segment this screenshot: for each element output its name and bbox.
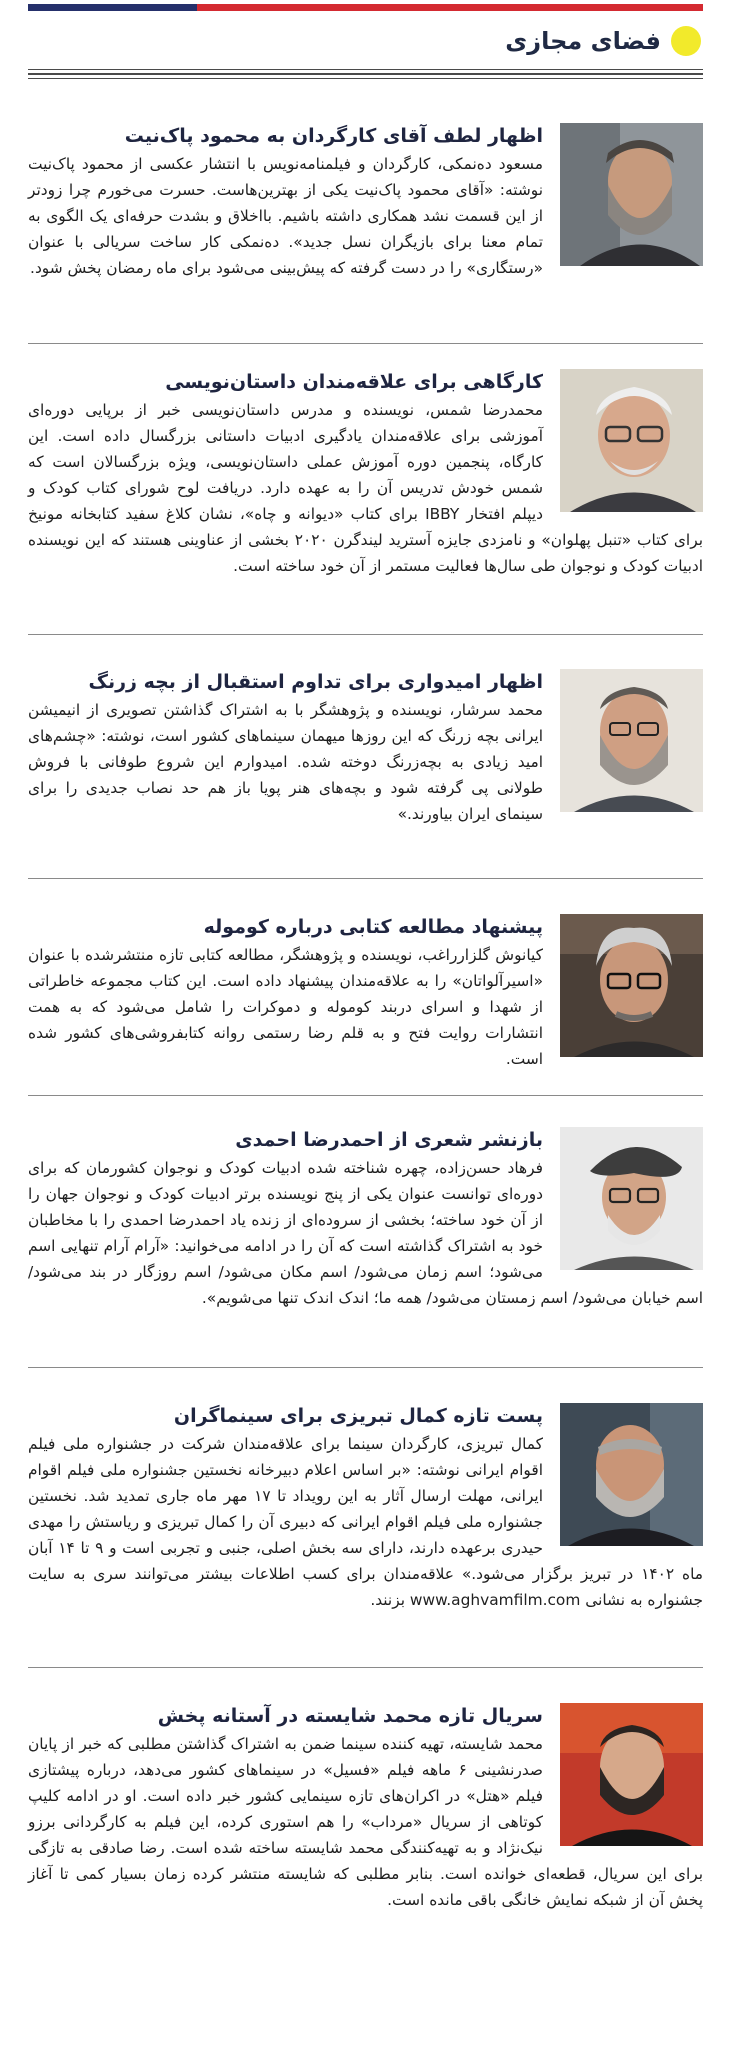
article-separator xyxy=(28,1095,703,1096)
article-body: کمال تبریزی، کارگردان سینما برای علاقه‌مندان شرکت در جشنواره ملی فیلم اقوام ایرانی نوشته: «بر اساس اعلام دبیرخانه نخستین جشنواره ملی فیلم اقوام ایرانی، مهلت ارسال آثار به این رویداد تا ۱۷ مهر ماه جاری تمدید شد. نخستین جشنواره ملی فیلم اقوام ایرانی که دبیری آن را کمال تبریزی و ریاستش را مهدی حیدری برعهده دارند، دارای سه بخش اصلی، جنبی و تجربی است و ۹ تا ۱۴ آبان ماه ۱۴۰۲ در تبریز برگزار می‌شود.» علاقه‌مندان برای کسب اطلاعات بیشتر می‌توانند سری به سایت جشنواره به نشانی www.aghvamfilm.com بزنند. xyxy=(28,1435,704,1609)
article-title: پیشنهاد مطالعه کتابی درباره کوموله xyxy=(203,916,543,938)
article-title: کارگاهی برای علاقه‌مندان داستان‌نویسی xyxy=(165,371,543,393)
article-title: سریال تازه محمد شایسته در آستانه پخش xyxy=(157,1705,543,1727)
article-separator xyxy=(28,878,703,879)
header-rule-line xyxy=(28,73,703,74)
article-tabrizi xyxy=(28,1403,703,1653)
article-title: پست تازه کمال تبریزی برای سینماگران xyxy=(173,1405,543,1427)
article-body: کیانوش گلزارراغب، نویسنده و پژوهشگر، مطالعه کتابی تازه منتشرشده با عنوان «اسیرآلواتان» را به علاقه‌مندان پیشنهاد داده است. این کتاب مجموعه خاطراتی از شهدا و اسرای دربند کوموله و دموکرات را شامل می‌شود که به همت انتشارات روایت فتح و به قلم رضا رستمی روانه کتابفروشی‌های کشور شده است. xyxy=(28,946,543,1068)
article-shayesteh xyxy=(28,1703,703,1953)
article-sarshar xyxy=(28,669,703,869)
article-body: محمد شایسته، تهیه کننده سینما ضمن به اشتراک گذاشتن مطلبی که خبر از پایان صدرنشینی ۶ ماهه فیلم «فسیل» در سینماهای کشور می‌دهد، درباره پیشتازی فیلم «هتل» در اکران‌های تازه سینمایی کشور خبر داده است. او در ادامه کلیپ کوتاهی از سریال «مرداب» را هم استوری کرده، این فیلم به کارگردانی برزو نیک‌نژاد و به تهیه‌کنندگی محمد شایسته ساخته شده است. رضا صادقی به تازگی برای این سریال، قطعه‌ای خوانده است. بنابر مطلبی که شایسته منتشر کرده زمان بسیار کمی تا آغاز پخش آن از شبکه نمایش خانگی باقی مانده است. xyxy=(28,1735,703,1909)
section-header xyxy=(28,19,703,63)
article-separator xyxy=(28,1667,703,1668)
top-bar-blue-segment xyxy=(28,4,197,11)
article-title: اظهار امیدواری برای تداوم استقبال از بچه زرنگ xyxy=(88,671,543,693)
article-title: بازنشر شعری از احمدرضا احمدی xyxy=(235,1129,543,1151)
article-golzar xyxy=(28,914,703,1089)
article-shams xyxy=(28,369,703,609)
article-separator xyxy=(28,343,703,344)
header-rule-line xyxy=(28,78,703,79)
article-body: محمدرضا شمس، نویسنده و مدرس داستان‌نویسی خبر از برپایی دوره‌ای آموزشی برای علاقه‌مندان یادگیری ادبیات داستانی بزرگسال داده است. این کارگاه، پنجمین دوره آموزش عملی داستان‌نویسی، ویژه بزرگسالان است که شمس خودش تدریس آن را به عهده دارد. دریافت لوح شورای کتاب کودک و دیپلم افتخار IBBY برای کتاب «دیوانه و چاه»، نشان کلاغ سفید کتابخانه مونیخ برای کتاب «تنبل پهلوان» و نامزدی جایزه آسترید لیندگرن ۲۰۲۰ بخشی از عناوینی هستند که این نویسنده ادبیات کودک و نوجوان طی سال‌ها فعالیت مستمر از آن خود ساخته است. xyxy=(28,401,703,575)
header-rule-lines xyxy=(28,69,703,79)
article-title: اظهار لطف آقای کارگردان به محمود پاک‌نیت xyxy=(124,125,543,147)
article-body: مسعود ده‌نمکی، کارگردان و فیلمنامه‌نویس با انتشار عکسی از محمود پاک‌نیت نوشته: «آقای محمود پاک‌نیت یکی از بهترین‌هاست. حسرت می‌خورم چرا زودتر از این قسمت نشد همکاری داشته باشیم. بااخلاق و بشدت حرفه‌ای یک الگوی به تمام معنا برای بازیگران نسل جدید». ده‌نمکی کار ساخت سریالی با عنوان «رستگاری» را در دست گرفته که پیش‌بینی می‌شود برای ماه رمضان پخش شود. xyxy=(28,155,543,277)
article-separator xyxy=(28,634,703,635)
top-bar-red-segment xyxy=(197,4,703,11)
article-body: محمد سرشار، نویسنده و پژوهشگر با به اشتراک گذاشتن تصویری از انیمیشن ایرانی بچه زرنگ که این روزها میهمان سینماهای کشور است، نوشته: «چشم‌های امید زیادی به بچه‌زرنگ دوخته شده. امیدوارم این شروع طوفانی با فروش طولانی پی گرفته شود و بچه‌های هنر پویا باز هم حد نصاب جدیدی را برای سینمای ایران بیاورند.» xyxy=(28,701,543,823)
article-hasanzadeh xyxy=(28,1127,703,1352)
section-title: فضای مجازی xyxy=(505,27,661,55)
header-rule-line xyxy=(28,69,703,70)
article-pakniyat xyxy=(28,123,703,338)
article-body: فرهاد حسن‌زاده، چهره شناخته شده ادبیات کودک و نوجوان کشورمان که برای دوره‌ای توانست عنوان یکی از پنج نویسنده برتر ادبیات کودک و نوجوان جهان را از آن خود ساخته؛ بخشی از سروده‌ای از زنده یاد احمدرضا احمدی را با مخاطبان خود به اشتراک گذاشته است که آن را در ادامه می‌خوانید: «آرام آرام تنهایی اسم می‌شود؛ اسم زمان می‌شود/ اسم مکان می‌شود/ اسم روزگار در بند می‌شود/ اسم خیابان می‌شود/ اسم زمستان می‌شود/ همه ما؛ اندک اندک تنها می‌شویم». xyxy=(28,1159,703,1307)
top-color-bar xyxy=(28,4,703,11)
article-separator xyxy=(28,1367,703,1368)
header-dot-icon xyxy=(671,26,701,56)
page xyxy=(28,0,704,1909)
